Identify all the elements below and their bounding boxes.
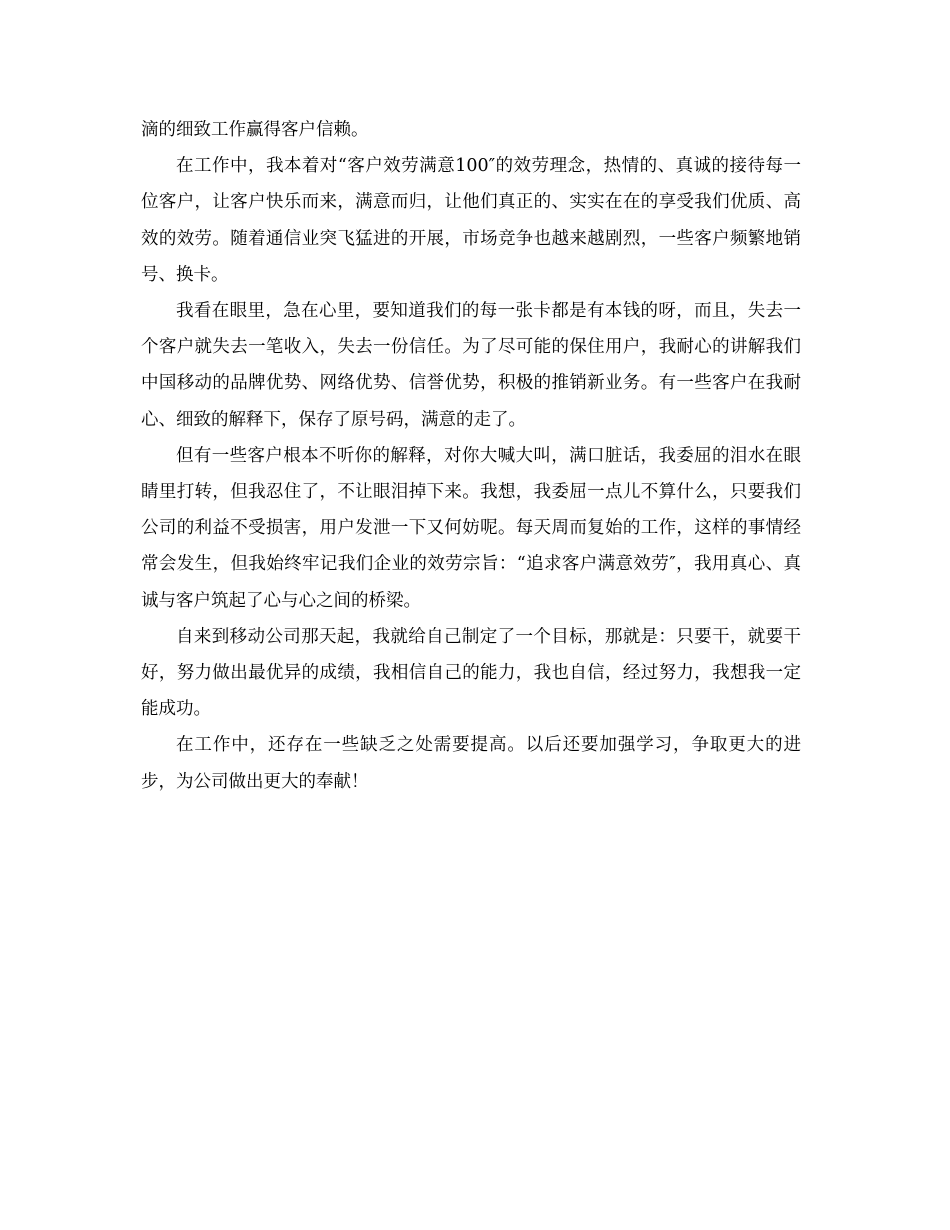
paragraph: 在工作中，还存在一些缺乏之处需要提高。以后还要加强学习，争取更大的进步，为公司做出更大的奉献！ [141,735,801,792]
document-body [141,112,801,800]
paragraph: 我看在眼里，急在心里，要知道我们的每一张卡都是有本钱的呀，而且，失去一个客户就失去一笔收入，失去一份信任。为了尽可能的保住用户，我耐心的讲解我们中国移动的品牌优势、网络优势、信誉优势，积极的推销新业务。有一些客户在我耐心、细致的解释下，保存了原号码，满意的走了。 [141,301,801,430]
paragraph-continuation: 滴的细致工作赢得客户信赖。 [141,120,369,140]
paragraph: 在工作中，我本着对“客户效劳满意100″的效劳理念，热情的、真诚的接待每一位客户，让客户快乐而来，满意而归，让他们真正的、实实在在的享受我们优质、高效的效劳。随着通信业突飞猛进的开展，市场竞争也越来越剧烈，一些客户频繁地销号、换卡。 [141,156,801,285]
paragraph: 但有一些客户根本不听你的解释，对你大喊大叫，满口脏话，我委屈的泪水在眼睛里打转，但我忍住了，不让眼泪掉下来。我想，我委屈一点儿不算什么，只要我们公司的利益不受损害，用户发泄一下又何妨呢。每天周而复始的工作，这样的事情经常会发生，但我始终牢记我们企业的效劳宗旨：“追求客户满意效劳″，我用真心、真诚与客户筑起了心与心之间的桥梁。 [141,445,801,611]
paragraph: 自来到移动公司那天起，我就给自己制定了一个目标，那就是：只要干，就要干好，努力做出最优异的成绩，我相信自己的能力，我也自信，经过努力，我想我一定能成功。 [141,626,801,720]
